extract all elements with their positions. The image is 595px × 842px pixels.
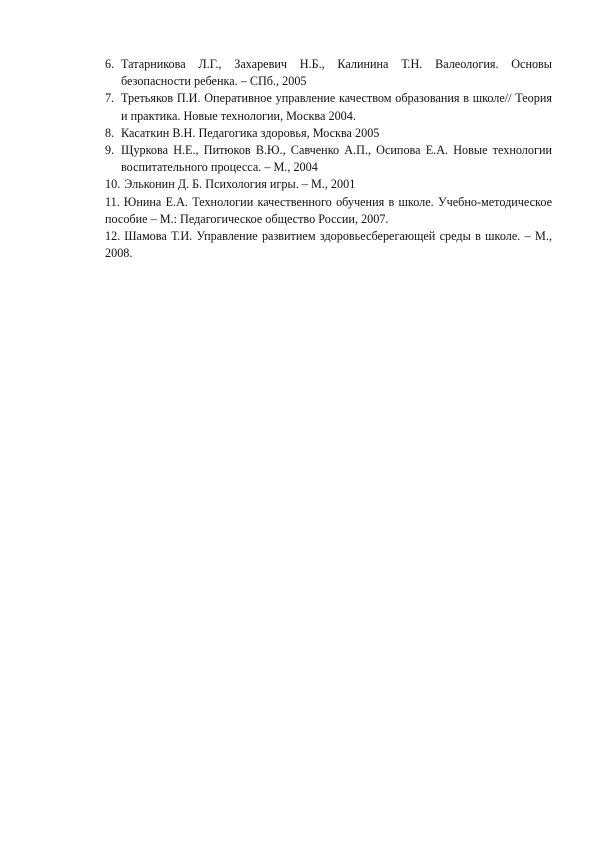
- reference-text: Касаткин В.Н. Педагогика здоровья, Москва 2005: [121, 125, 380, 140]
- reference-text: Щуркова Н.Е., Питюков В.Ю., Савченко А.П., Осипова Е.А. Новые технологии воспитательного процесса. – М., 2004: [121, 143, 552, 175]
- reference-item: [105, 125, 552, 142]
- reference-number: 11.: [105, 194, 120, 209]
- reference-text: Юнина Е.А. Технологии качественного обучения в школе. Учебно-методическое пособие – М.: Педагогическое общество России, 2007.: [105, 194, 552, 226]
- reference-number: 7.: [105, 91, 115, 106]
- reference-number: 9.: [105, 143, 115, 158]
- reference-item: [105, 228, 552, 262]
- reference-item: [105, 142, 552, 176]
- reference-text: Эльконин Д. Б. Психология игры. – М., 2001: [124, 177, 356, 192]
- reference-number: 10.: [105, 177, 121, 192]
- reference-page: [105, 56, 552, 262]
- reference-number: 12.: [105, 229, 121, 244]
- reference-text: Шамова Т.И. Управление развитием здоровьесберегающей среды в школе. – М., 2008.: [105, 229, 552, 261]
- reference-text: Татарникова Л.Г., Захаревич Н.Б., Калинина Т.Н. Валеология. Основы безопасности ребенка. – СПб., 2005: [121, 57, 552, 89]
- reference-item: [105, 90, 552, 124]
- reference-number: 8.: [105, 125, 115, 140]
- reference-item: [105, 56, 552, 90]
- reference-item: [105, 176, 552, 193]
- reference-list: [105, 56, 552, 262]
- reference-text: Третьяков П.И. Оперативное управление качеством образования в школе// Теория и практика. Новые технологии, Москва 2004.: [121, 91, 552, 123]
- reference-number: 6.: [105, 57, 115, 71]
- reference-item: [105, 194, 552, 228]
